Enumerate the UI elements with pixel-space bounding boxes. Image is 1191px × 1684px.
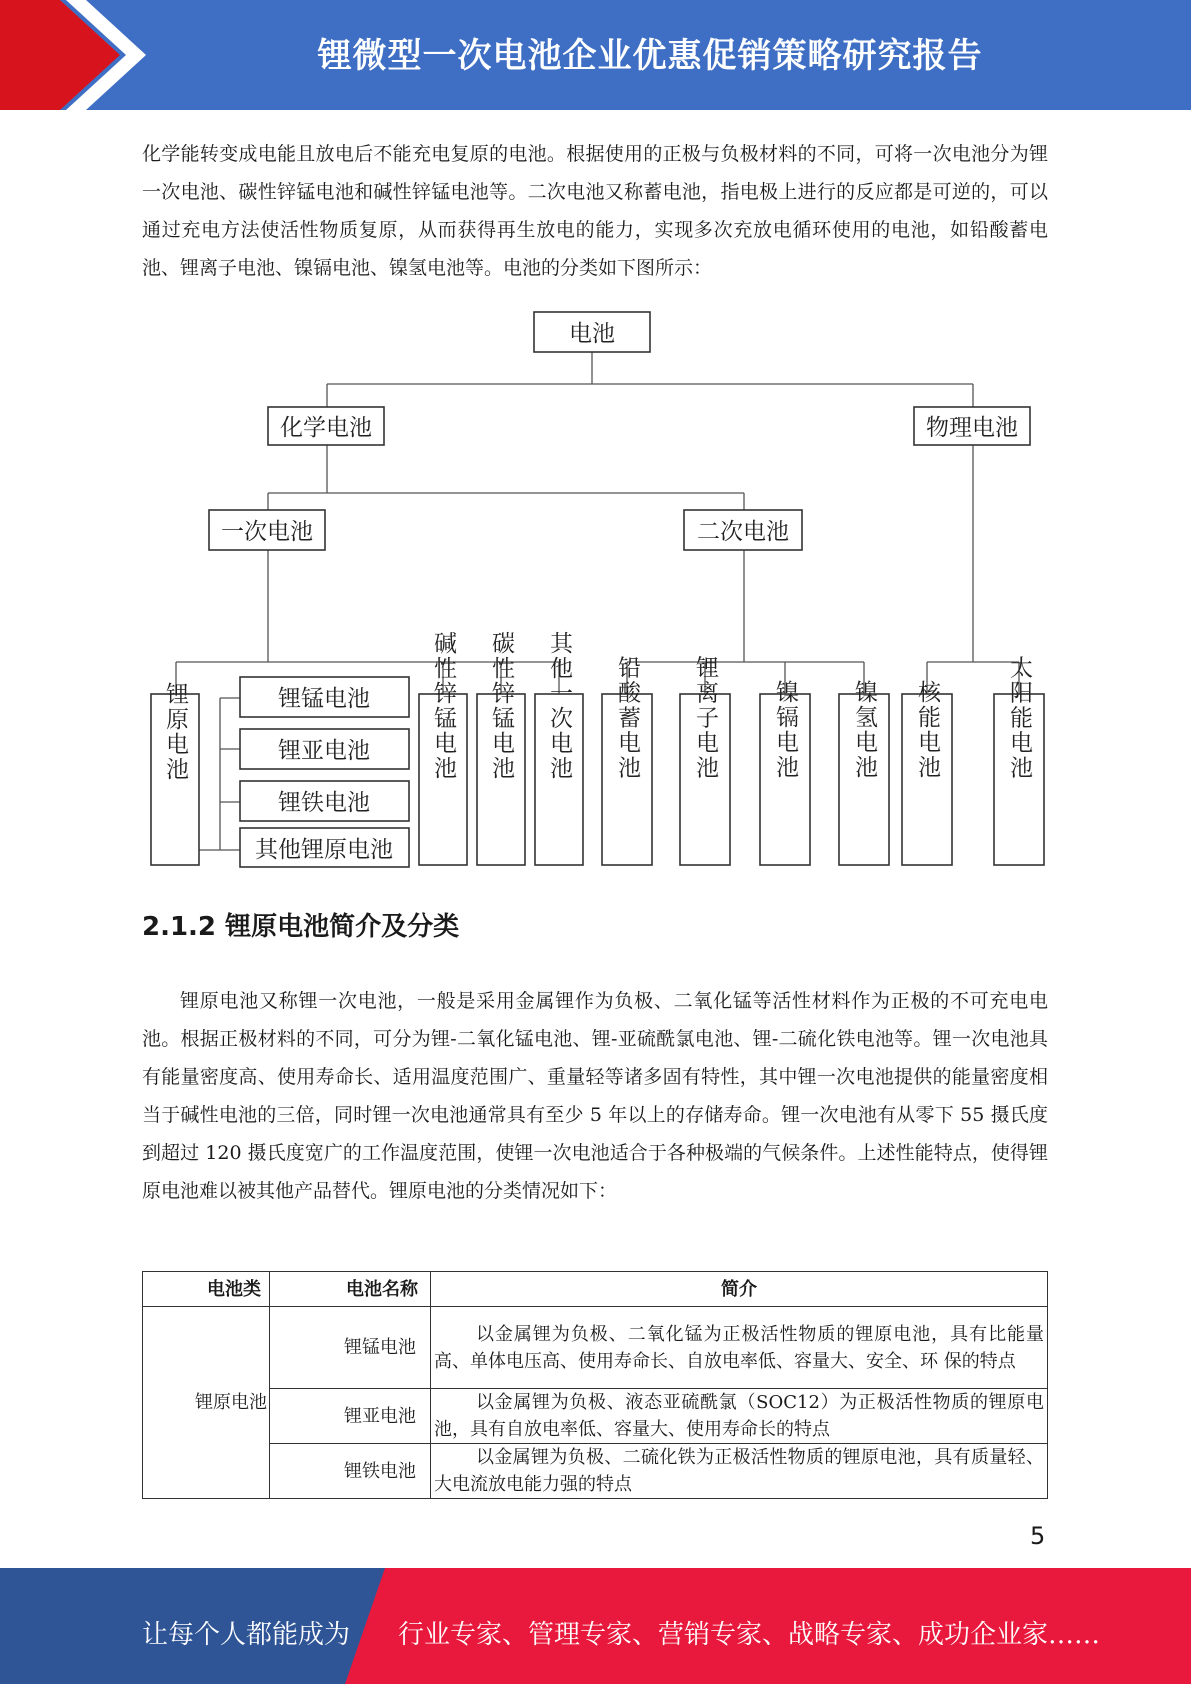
table-row xyxy=(143,1389,1048,1444)
node-secondary-type-label: 铅酸蓄电池 xyxy=(614,655,640,781)
table-row xyxy=(143,1307,1048,1389)
node-other-primary-label: 其他一次电池 xyxy=(546,631,572,781)
node-physical-type-label: 太阳能电池 xyxy=(1006,655,1032,781)
table-header-desc: 简介 xyxy=(431,1272,1048,1307)
node-primary-label: 一次电池 xyxy=(221,519,313,545)
footer-slogan-right: 行业专家、管理专家、营销专家、战略专家、成功企业家…… xyxy=(398,1620,1101,1650)
footer-slogan-left: 让每个人都能成为 xyxy=(142,1620,351,1650)
node-chemical-label: 化学电池 xyxy=(280,415,372,441)
table-cell-desc: 以金属锂为负极、二氧化锰为正极活性物质的锂原电池，具有比能量高、单体电压高、使用寿命长、自放电率低、容量大、安全、环 保的特点 xyxy=(434,1323,1044,1372)
table-cell-name: 锂亚电池 xyxy=(270,1389,431,1444)
table-cell-name: 锂铁电池 xyxy=(270,1444,431,1499)
node-secondary-type-label: 锂离子电池 xyxy=(692,655,718,781)
table-header-name: 电池名称 xyxy=(270,1272,431,1307)
node-other-primary-label: 碱性锌锰电池 xyxy=(430,631,456,781)
node-lithium-type-label: 锂亚电池 xyxy=(278,738,370,764)
report-title: 锂微型一次电池企业优惠促销策略研究报告 xyxy=(317,36,983,76)
node-lithium-type-label: 锂铁电池 xyxy=(278,790,370,816)
section-heading: 2.1.2 锂原电池简介及分类 xyxy=(142,912,460,942)
node-lithium-type-label: 其他锂原电池 xyxy=(255,837,393,863)
node-root-label: 电池 xyxy=(569,321,615,347)
node-secondary-label: 二次电池 xyxy=(697,519,789,545)
node-lithium-primary-label: 锂原电池 xyxy=(162,682,188,782)
battery-table xyxy=(142,1271,1048,1499)
table-cell-category: 锂原电池 xyxy=(143,1307,270,1499)
body-paragraph: 锂原电池又称锂一次电池，一般是采用金属锂作为负极、二氧化锰等活性材料作为正极的不可充电电池。根据正极材料的不同，可分为锂-二氧化锰电池、锂-亚硫酰氯电池、锂-二硫化铁电池等。锂一次电池具有能量密度高、使用寿命长、适用温度范围广、重量轻等诸多固有特性，其中锂一次电池提供的能量密度相当于碱性电池的三倍，同时锂一次电池通常具有至少 5 年以上的存储寿命。锂一次电池有从零下 55 摄氏度到超过 120 摄氏度宽广的工作温度范围，使锂一次电池适合于各种极端的气候条件。上述性能特点，使得锂原电池难以被其他产品替代。锂原电池的分类情况如下： xyxy=(142,990,1048,1202)
table-header-row xyxy=(143,1272,1048,1307)
node-physical-type-label: 核能电池 xyxy=(914,680,940,780)
table-cell-desc: 以金属锂为负极、液态亚硫酰氯（SOC12）为正极活性物质的锂原电 池，具有自放电率低、容量大、使用寿命长的特点 xyxy=(434,1392,1044,1440)
node-secondary-type-label: 镍氢电池 xyxy=(851,680,877,780)
table-cell-desc: 以金属锂为负极、二硫化铁为正极活性物质的锂原电池，具有质量轻、大电流放电能力强的特点 xyxy=(434,1447,1044,1495)
table-cell-name: 锂锰电池 xyxy=(270,1307,431,1389)
node-lithium-type-label: 锂锰电池 xyxy=(278,686,370,712)
node-physical-label: 物理电池 xyxy=(926,415,1018,441)
node-other-primary-label: 碳性锌锰电池 xyxy=(488,631,514,781)
table-row xyxy=(143,1444,1048,1499)
table-header-category: 电池类 xyxy=(143,1272,270,1307)
intro-paragraph: 化学能转变成电能且放电后不能充电复原的电池。根据使用的正极与负极材料的不同，可将一次电池分为锂一次电池、碳性锌锰电池和碱性锌锰电池等。二次电池又称蓄电池，指电极上进行的反应都是可逆的，可以通过充电方法使活性物质复原，从而获得再生放电的能力，实现多次充放电循环使用的电池，如铅酸蓄电池、锂离子电池、镍镉电池、镍氢电池等。电池的分类如下图所示： xyxy=(142,143,1048,279)
node-secondary-type-label: 镍镉电池 xyxy=(772,680,798,780)
page-number: 5 xyxy=(1030,1522,1046,1550)
